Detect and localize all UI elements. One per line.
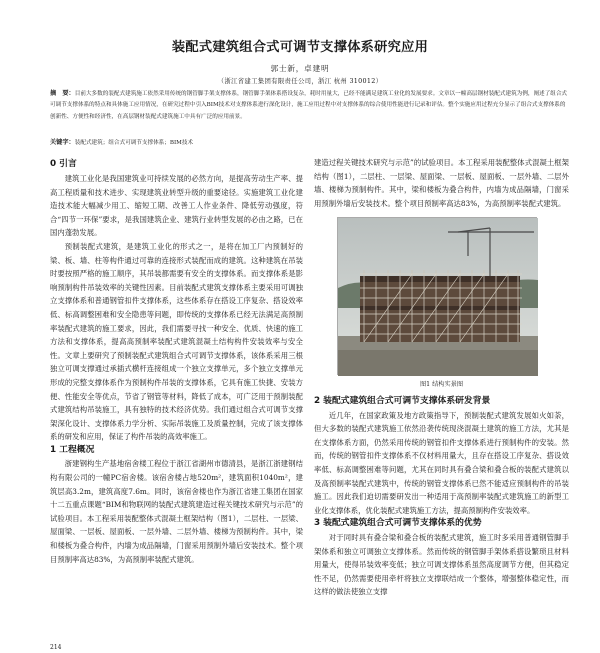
abstract-text: 目前大多数的装配式建筑施工依然采用传统的钢管脚手架支撑体系，钢管脚手架体系搭设复杂，耗时用量大，已经不能满足建筑工业化的发展要求。文章以一幢高层钢材装配式建筑为例，阐述了组合式可调节支撑体系的特点和具体施工应用情况，在研究过程中引入BIM技术对支撑体系进行深化设计，施工应用过程中对支撑体系的综合使用性能进行记录和评估。整个实施应用过程充分显示了组合式支撑体系的创新性、方便性和经济性，在高层钢材装配式建筑施工中具有广泛的应用前景。 — [50, 91, 568, 120]
abstract-label: 摘 要： — [50, 90, 75, 97]
section-heading-advantages: 3 装配式建筑组合式可调节支撑体系的优势 — [314, 518, 482, 529]
page-number: 214 — [50, 644, 62, 651]
overview-paragraph-1: 浙建钢构生产基地宿舍楼工程位于浙江省湖州市德清县，是浙江浙建钢结构有限公司的一幢PC宿舍楼。该宿舍楼占地520m²，建筑面积1040m²，建筑层高3.2m，建筑高度7.6m。同时，该宿舍楼也作为浙江省建工集团在国家十二五重点课题“BIM和物联网的装配式建筑建造过程关键技术研究与示范”的试验项目。本工程采用装配整体式混凝土框架结构（图1），二层柱、一层梁、屋面梁、一层板、屋面板、一层外墙、二层外墙、楼梯为预制构件。其中，梁和楼板为叠合构件，内墙为成品隔墙，门窗采用预制外墙后安装技术。整个项目预制率高达83%，为高预制率装配式建筑。 — [50, 459, 303, 564]
paper-affiliation: （浙江省建工集团有限责任公司，浙江 杭州 310012） — [217, 77, 383, 85]
figure-caption: 图1 结构实景图 — [419, 381, 464, 388]
section-heading-background: 2 装配式建筑组合式可调节支撑体系研发背景 — [314, 396, 491, 406]
paper-title: 装配式建筑组合式可调节支撑体系研究应用 — [171, 40, 429, 55]
abstract-block — [50, 88, 570, 123]
keywords-text: 装配式建筑；组合式可调节支撑体系；BIM技术 — [74, 140, 194, 146]
building-scaffold-icon — [360, 270, 522, 342]
left-column — [50, 156, 303, 564]
right-column-top — [314, 156, 569, 216]
intro-paragraph-1: 建筑工业化是我国建筑业可持续发展的必然方向，是提高劳动生产率、提高工程质量和技术进步、实现建筑业转型升级的重要途径。实施建筑工业化建造技术能大幅减少用工、缩短工期、改善工人作业条件、降低劳动强度，符合“四节一环保”要求，是我国建筑企业、建筑行业转型发展的必由之路，已在国内蓬勃发展。 — [50, 174, 303, 238]
section-heading-overview: 1 工程概况 — [50, 444, 95, 455]
overview-paragraph-tail: 建造过程关键技术研究与示范”的试验项目。本工程采用装配整体式混凝土框架结构（图1），二层柱、一层梁、屋面梁、一层板、屋面板、一层外墙、二层外墙、楼梯为预制构件。其中，梁和楼板为叠合构件，内墙为成品隔墙，门窗采用预制外墙后安装技术。整个项目预制率高达83%，为高预制率装配式建筑。 — [314, 158, 569, 208]
overview-paragraph-continued — [314, 156, 569, 210]
right-column-bottom — [314, 395, 569, 597]
paper-authors: 郭士新，卓建明 — [270, 64, 330, 73]
section-heading-intro: 0 引言 — [50, 159, 77, 169]
structure-photo — [337, 217, 537, 375]
background-paragraph-1: 近几年，在国家政策及地方政策指导下，预制装配式建筑发展如火如荼，但大多数的装配式建筑施工依然沿袭传统现浇混凝土建筑的施工方法，尤其是在支撑体系方面，仍然采用传统的钢管扣件支撑体系进行预制构件的安装。然而，传统的钢管扣件支撑体系不仅材料用量大，且存在搭设工序复杂、搭设效率低、标高调整困难等问题，尤其在同时具有叠合梁和叠合板的装配式建筑以及高预制率装配式建筑中，传统的钢管支撑体系已然不能适应预制构件的吊装施工。因此我们迫切需要研发出一种适用于高预制率装配式建筑施工的新型工业化支撑体系，优化装配式建筑施工方法，提高预制构件安装效率。 — [314, 410, 569, 515]
keywords-label: 关键字： — [50, 139, 75, 146]
intro-paragraph-2: 预制装配式建筑，是建筑工业化的形式之一，是将在加工厂内预制好的梁、板、墙、柱等构件通过可靠的连接形式装配而成的建筑。这种建筑在吊装时要按照严格的施工顺序，其吊装都需要有安全的支撑体系。而支撑体系是影响预制构件吊装效率的关键性因素。目前装配式建筑支撑体系主要采用可调独立支撑体系和普通钢管扣件支撑体系，这些体系存在搭设工序复杂、搭设效率低、标高调整困难和安全隐患等问题，即传统的支撑体系已经无法满足高预制率装配式建筑的施工要求，因此，我们需要寻找一种安全、优质、快速的施工方法和支撑体系，提高高预制率装配式建筑混凝土结构构件安装效率与安全性。文章上要研究了预制装配式建筑组合式可调节支撑体系，该体系采用三根独立可调支撑通过承插式横杆连接组成一个独立支撑单元，多个独立支撑单元形成的完整支撑体系作为预制构件吊装的支撑体系，它具有施工快捷、安装方便、性能安全等优点，节省了钢管等材料，降低了成本，可广泛用于预制装配式建筑结构吊装施工，具有独特的技术经济优势。我们通过组合式可调节支撑架深化设计、支撑体系力学分析、实际吊装施工及质量控制，完成了该支撑体系的研发和应用，保证了构件吊装的高效率施工。 — [50, 241, 303, 442]
keywords-block — [50, 138, 570, 148]
advantages-paragraph-1: 对于同时具有叠合梁和叠合板的装配式建筑，施工时多采用普通钢管脚手架体系和独立可调独立支撑体系。然而传统的钢管脚手架体系搭设繁琐且材料用量大，使得吊装效率变低；独立可调支撑体系虽然高度调节方便，但其稳定性不足，仍然需要使用牵杆将独立支撑联结成一个整体，增强整体稳定性，而这样的做法使独立支撑 — [314, 532, 569, 597]
structure-photo-graphic — [338, 218, 538, 376]
